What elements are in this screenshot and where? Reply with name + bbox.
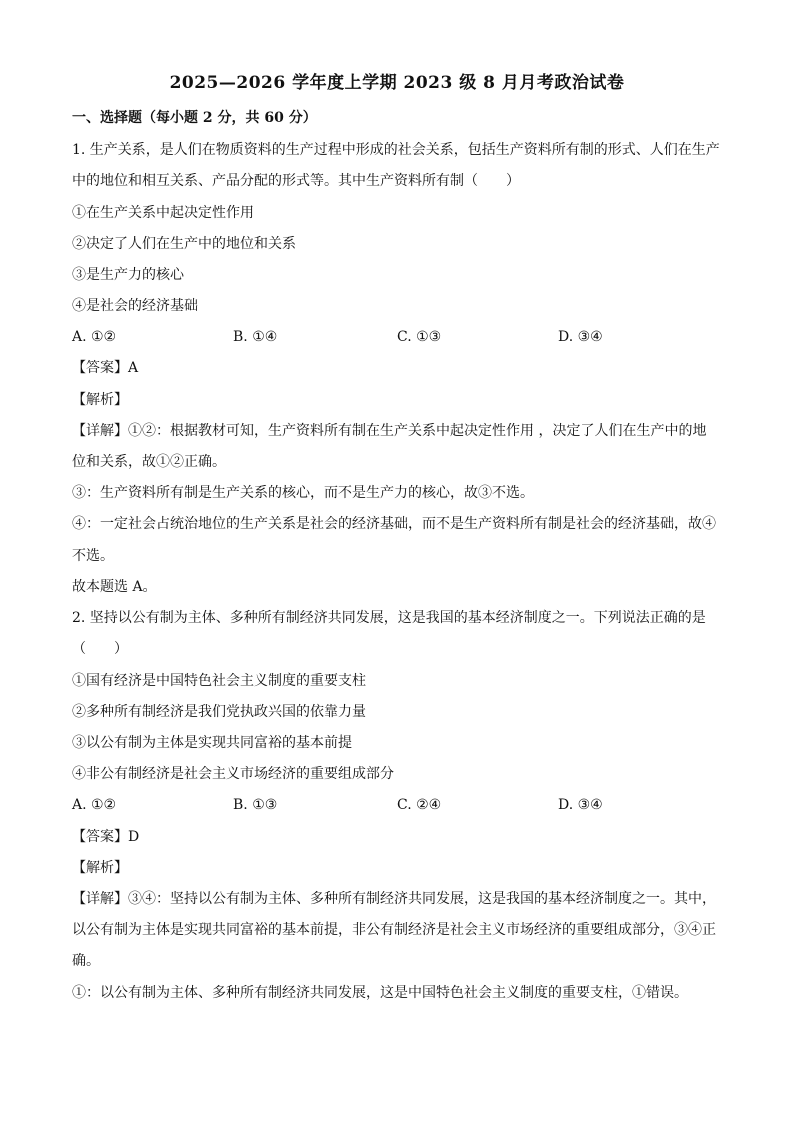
q2-option-c: C. ②④ <box>397 797 442 813</box>
q1-analysis-label: 【解析】 <box>72 392 128 408</box>
q2-answer: 【答案】D <box>72 829 140 845</box>
q1-option-c: C. ①③ <box>397 329 442 345</box>
q2-detail-line-3: 确。 <box>72 953 100 969</box>
q2-statement-1: ①国有经济是中国特色社会主义制度的重要支柱 <box>72 673 366 689</box>
q1-statement-3: ③是生产力的核心 <box>72 267 184 283</box>
q1-option-b: B. ①④ <box>233 329 278 345</box>
q2-option-d: D. ③④ <box>558 797 603 813</box>
q2-option-b: B. ①③ <box>233 797 278 813</box>
q2-detail-line-1: 【详解】③④：坚持以公有制为主体、多种所有制经济共同发展，这是我国的基本经济制度之一。其中， <box>72 891 716 907</box>
q2-option-a: A. ①② <box>72 797 117 813</box>
q2-stem-line-1: 2. 坚持以公有制为主体、多种所有制经济共同发展，这是我国的基本经济制度之一。下列说法正确的是 <box>72 610 706 626</box>
q1-statement-4: ④是社会的经济基础 <box>72 298 198 314</box>
exam-title: 2025—2026 学年度上学期 2023 级 8 月月考政治试卷 <box>169 73 625 93</box>
section-heading: 一、选择题（每小题 2 分，共 60 分） <box>72 110 317 126</box>
q1-answer: 【答案】A <box>72 360 139 376</box>
q1-conclusion: 故本题选 A。 <box>72 579 157 595</box>
q1-statement-2: ②决定了人们在生产中的地位和关系 <box>72 236 296 252</box>
q2-statement-2: ②多种所有制经济是我们党执政兴国的依靠力量 <box>72 704 366 720</box>
q1-option-d: D. ③④ <box>558 329 603 345</box>
q1-detail-line-4: ④：一定社会占统治地位的生产关系是社会的经济基础，而不是生产资料所有制是社会的经济基础，故④ <box>72 516 716 532</box>
q1-stem-line-2: 中的地位和相互关系、产品分配的形式等。其中生产资料所有制（ ） <box>72 173 520 189</box>
q2-statement-3: ③以公有制为主体是实现共同富裕的基本前提 <box>72 735 352 751</box>
q2-detail-line-4: ①：以公有制为主体、多种所有制经济共同发展，这是中国特色社会主义制度的重要支柱，①错误。 <box>72 985 688 1001</box>
q1-detail-line-5: 不选。 <box>72 548 114 564</box>
q1-option-a: A. ①② <box>72 329 117 345</box>
q2-stem-line-2: （ ） <box>72 641 128 657</box>
q1-statement-1: ①在生产关系中起决定性作用 <box>72 205 254 221</box>
q1-detail-line-1: 【详解】①②：根据教材可知，生产资料所有制在生产关系中起决定性作用 ，决定了人们在生产中的地 <box>72 423 707 439</box>
q1-detail-line-2: 位和关系，故①②正确。 <box>72 454 226 470</box>
q1-detail-line-3: ③：生产资料所有制是生产关系的核心，而不是生产力的核心，故③不选。 <box>72 485 534 501</box>
q1-stem-line-1: 1. 生产关系，是人们在物质资料的生产过程中形成的社会关系，包括生产资料所有制的形式、人们在生产 <box>72 142 720 158</box>
q2-statement-4: ④非公有制经济是社会主义市场经济的重要组成部分 <box>72 766 394 782</box>
q2-analysis-label: 【解析】 <box>72 860 128 876</box>
q2-detail-line-2: 以公有制为主体是实现共同富裕的基本前提，非公有制经济是社会主义市场经济的重要组成部分，③④正 <box>72 922 716 938</box>
